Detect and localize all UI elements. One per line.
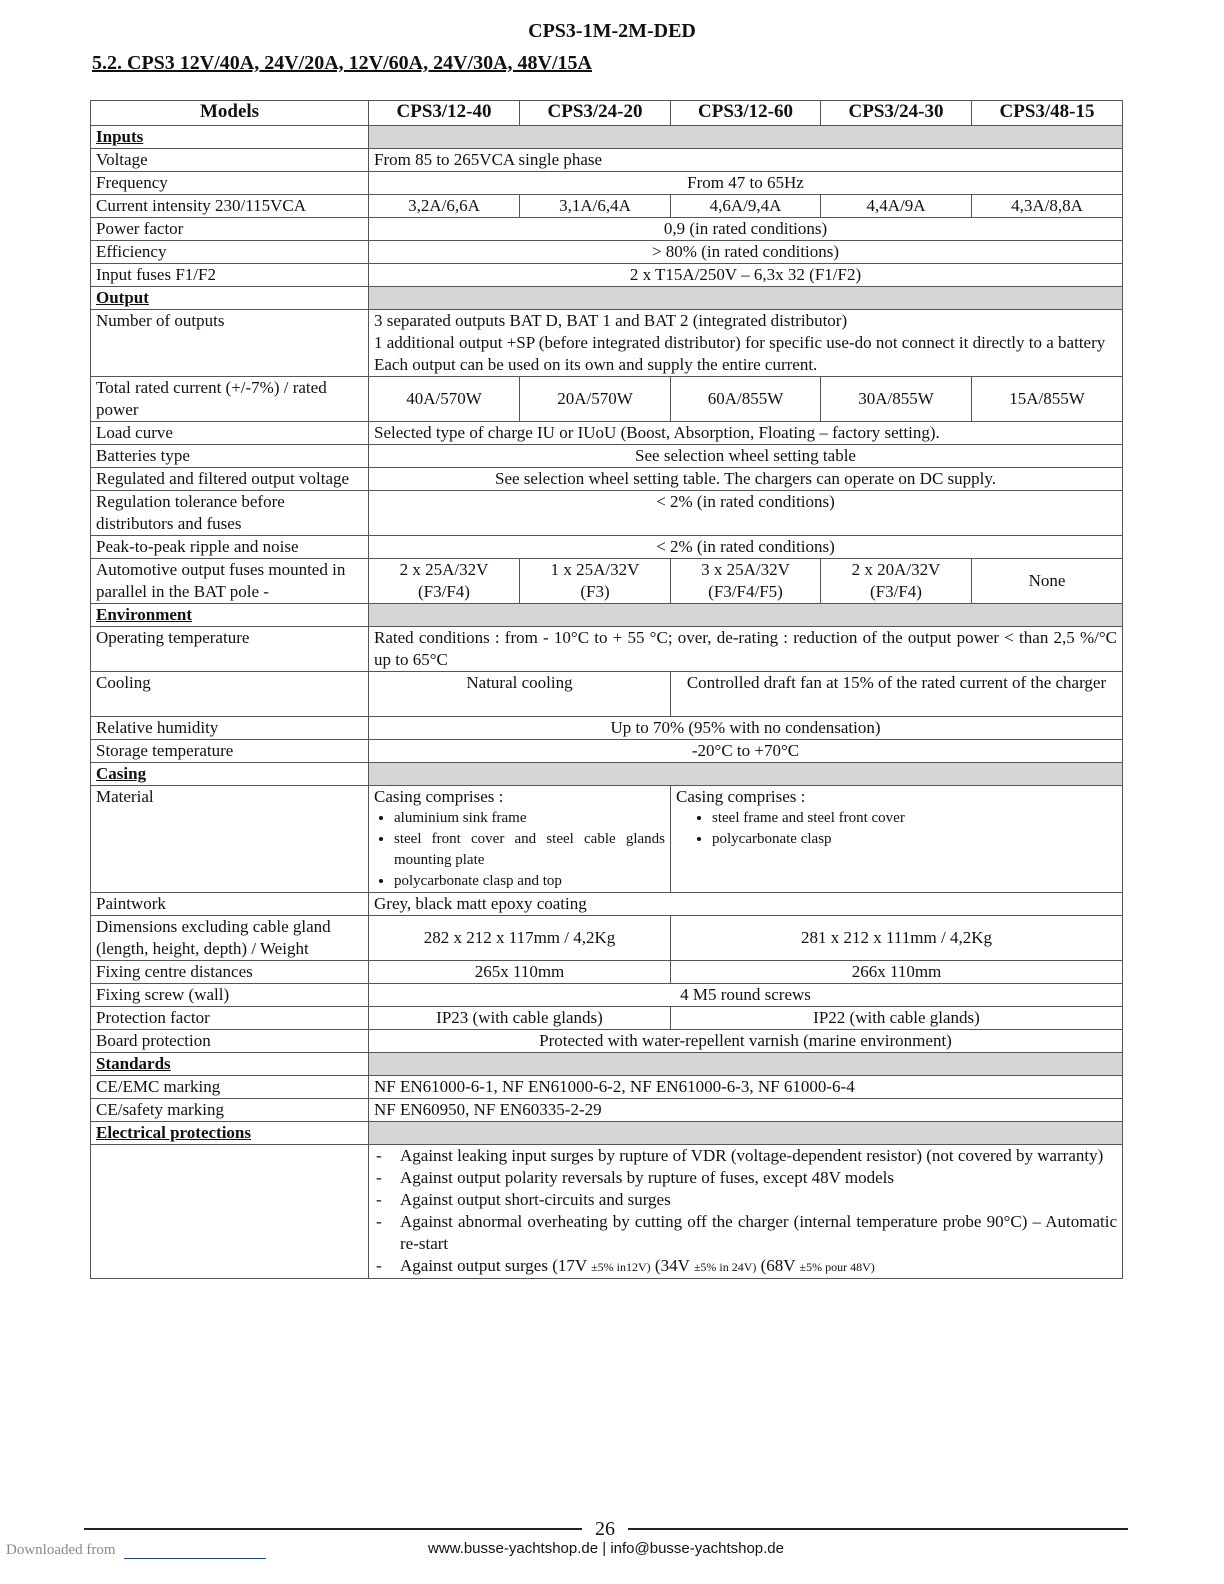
fuse-count: 2 x 20A/32V [851, 560, 941, 579]
table-row [91, 740, 1123, 763]
section-row-environment [91, 604, 1123, 627]
section-bar [369, 287, 1123, 310]
table-row [91, 218, 1123, 241]
table-row [91, 672, 1123, 717]
row-label: Regulation tolerance before distributors and fuses [91, 491, 369, 536]
row-label: Cooling [91, 672, 369, 717]
row-label: Current intensity 230/115VCA [91, 195, 369, 218]
section-row-output [91, 287, 1123, 310]
footer-rule-right [628, 1528, 1128, 1530]
row-value: From 47 to 65Hz [369, 172, 1123, 195]
row-value: 3,1A/6,4A [520, 195, 671, 218]
row-value: < 2% (in rated conditions) [369, 491, 1123, 536]
list-item: - Against output polarity reversals by rupture of fuses, except 48V models [374, 1167, 1117, 1189]
outputs-line: 3 separated outputs BAT D, BAT 1 and BAT 2 (integrated distributor) [374, 311, 848, 330]
row-label: Load curve [91, 422, 369, 445]
row-value [369, 310, 1123, 377]
header-model: CPS3/12-40 [369, 101, 520, 126]
fuse-count: None [1028, 571, 1066, 590]
table-row [91, 195, 1123, 218]
row-label: Operating temperature [91, 627, 369, 672]
fuse-ids: (F3) [580, 582, 610, 601]
row-label: Dimensions excluding cable gland (length, height, depth) / Weight [91, 916, 369, 961]
outputs-line: 1 additional output +SP (before integrated distributor) for specific use-do not connect it directly to a battery [374, 333, 1106, 352]
row-value: 4 M5 round screws [369, 984, 1123, 1007]
material-title: Casing comprises : [374, 787, 504, 806]
surge-text: (34V [650, 1256, 694, 1275]
surge-tolerance: ±5% in 24V) [693, 1260, 757, 1274]
section-bar [369, 604, 1123, 627]
table-row [91, 310, 1123, 377]
table-header-row [91, 101, 1123, 126]
row-value: See selection wheel setting table. The chargers can operate on DC supply. [369, 468, 1123, 491]
row-label: Frequency [91, 172, 369, 195]
header-model: CPS3/48-15 [972, 101, 1123, 126]
section-row-inputs [91, 126, 1123, 149]
row-value: 0,9 (in rated conditions) [369, 218, 1123, 241]
row-value [671, 786, 1123, 893]
section-heading: 5.2. CPS3 12V/40A, 24V/20A, 12V/60A, 24V/30A, 48V/15A [92, 52, 592, 74]
list-item: • aluminium sink frame [394, 808, 665, 829]
surge-text: (68V [756, 1256, 800, 1275]
row-value: 20A/570W [520, 377, 671, 422]
row-label [91, 1145, 369, 1279]
section-row-standards [91, 1053, 1123, 1076]
row-value: 266x 110mm [671, 961, 1123, 984]
row-value [821, 559, 972, 604]
table-row [91, 893, 1123, 916]
row-label: Input fuses F1/F2 [91, 264, 369, 287]
row-value: Protected with water-repellent varnish (marine environment) [369, 1030, 1123, 1053]
section-label: Environment [91, 604, 369, 627]
section-label: Electrical protections [91, 1122, 369, 1145]
row-value: < 2% (in rated conditions) [369, 536, 1123, 559]
row-value: Grey, black matt epoxy coating [369, 893, 1123, 916]
document-title: CPS3-1M-2M-DED [528, 20, 696, 42]
row-label: Power factor [91, 218, 369, 241]
section-bar [369, 1122, 1123, 1145]
table-row [91, 1030, 1123, 1053]
outputs-line: Each output can be used on its own and supply the entire current. [374, 355, 818, 374]
list-item: - Against output short-circuits and surges [374, 1189, 1117, 1211]
fuse-ids: (F3/F4) [870, 582, 922, 601]
section-label: Inputs [91, 126, 369, 149]
list-item: - Against abnormal overheating by cutting off the charger (internal temperature probe 90°C) – Automatic re-start [374, 1211, 1117, 1255]
list-item: • steel front cover and steel cable glands mounting plate [394, 829, 665, 871]
row-label: CE/EMC marking [91, 1076, 369, 1099]
row-value: NF EN61000-6-1, NF EN61000-6-2, NF EN61000-6-3, NF 61000-6-4 [369, 1076, 1123, 1099]
row-label: Number of outputs [91, 310, 369, 377]
header-model: CPS3/12-60 [671, 101, 821, 126]
section-bar [369, 126, 1123, 149]
row-value: 4,4A/9A [821, 195, 972, 218]
row-value: IP22 (with cable glands) [671, 1007, 1123, 1030]
table-row [91, 172, 1123, 195]
row-label: CE/safety marking [91, 1099, 369, 1122]
footer-rule-left [84, 1528, 582, 1530]
row-value [671, 559, 821, 604]
list-item: • steel frame and steel front cover [712, 808, 1117, 829]
downloaded-from-label: Downloaded from [6, 1542, 116, 1558]
material-list [676, 808, 1117, 850]
surge-text: Against output surges (17V [400, 1256, 592, 1275]
material-list [374, 808, 665, 892]
section-bar [369, 1053, 1123, 1076]
table-row [91, 468, 1123, 491]
header-model: CPS3/24-30 [821, 101, 972, 126]
fuse-ids: (F3/F4) [418, 582, 470, 601]
contact-info: www.busse-yachtshop.de | info@busse-yachtshop.de [428, 1540, 784, 1557]
list-item: • polycarbonate clasp [712, 829, 1117, 850]
row-label: Protection factor [91, 1007, 369, 1030]
row-value [972, 559, 1123, 604]
row-value: NF EN60950, NF EN60335-2-29 [369, 1099, 1123, 1122]
row-label: Efficiency [91, 241, 369, 264]
row-value: 4,3A/8,8A [972, 195, 1123, 218]
row-value: 15A/855W [972, 377, 1123, 422]
row-value: 281 x 212 x 111mm / 4,2Kg [671, 916, 1123, 961]
section-label: Casing [91, 763, 369, 786]
table-row [91, 1099, 1123, 1122]
specifications-table [90, 100, 1123, 1279]
section-label: Standards [91, 1053, 369, 1076]
row-value: Natural cooling [369, 672, 671, 717]
table-row [91, 559, 1123, 604]
table-row [91, 717, 1123, 740]
protection-list [374, 1145, 1117, 1278]
section-bar [369, 763, 1123, 786]
row-label: Total rated current (+/-7%) / rated power [91, 377, 369, 422]
row-value: -20°C to +70°C [369, 740, 1123, 763]
fuse-count: 1 x 25A/32V [550, 560, 640, 579]
table-row [91, 491, 1123, 536]
row-label: Relative humidity [91, 717, 369, 740]
row-label: Regulated and filtered output voltage [91, 468, 369, 491]
row-value: 282 x 212 x 117mm / 4,2Kg [369, 916, 671, 961]
material-title: Casing comprises : [676, 787, 806, 806]
table-row [91, 377, 1123, 422]
table-row [91, 422, 1123, 445]
row-label: Board protection [91, 1030, 369, 1053]
list-item: - Against leaking input surges by rupture of VDR (voltage-dependent resistor) (not covered by warranty) [374, 1145, 1117, 1167]
row-value: Rated conditions : from - 10°C to + 55 °C; over, de-rating : reduction of the output power < than 2,5 %/°C up to 65°C [369, 627, 1123, 672]
table-row [91, 149, 1123, 172]
row-value: 265x 110mm [369, 961, 671, 984]
download-link[interactable] [124, 1558, 266, 1559]
row-value: From 85 to 265VCA single phase [369, 149, 1123, 172]
row-value: Controlled draft fan at 15% of the rated current of the charger [671, 672, 1123, 717]
row-label: Fixing screw (wall) [91, 984, 369, 1007]
table-row [91, 916, 1123, 961]
row-value: 3,2A/6,6A [369, 195, 520, 218]
page-number: 26 [595, 1518, 615, 1540]
fuse-ids: (F3/F4/F5) [708, 582, 783, 601]
row-label: Material [91, 786, 369, 893]
table-row [91, 1076, 1123, 1099]
table-row [91, 536, 1123, 559]
row-value: 4,6A/9,4A [671, 195, 821, 218]
row-label: Fixing centre distances [91, 961, 369, 984]
table-row [91, 241, 1123, 264]
fuse-count: 3 x 25A/32V [701, 560, 790, 579]
header-model: CPS3/24-20 [520, 101, 671, 126]
surge-tolerance: ±5% in12V) [591, 1260, 651, 1274]
section-label: Output [91, 287, 369, 310]
row-label: Voltage [91, 149, 369, 172]
table-row [91, 264, 1123, 287]
row-value: 40A/570W [369, 377, 520, 422]
table-row [91, 786, 1123, 893]
surge-tolerance: ±5% pour 48V) [799, 1260, 875, 1274]
row-value [369, 1145, 1123, 1279]
section-row-electrical [91, 1122, 1123, 1145]
row-value: 60A/855W [671, 377, 821, 422]
fuse-count: 2 x 25A/32V [399, 560, 489, 579]
row-value: See selection wheel setting table [369, 445, 1123, 468]
table-row [91, 984, 1123, 1007]
row-label: Storage temperature [91, 740, 369, 763]
row-value [369, 559, 520, 604]
table-row [91, 1145, 1123, 1279]
row-label: Batteries type [91, 445, 369, 468]
row-label: Peak-to-peak ripple and noise [91, 536, 369, 559]
row-value: > 80% (in rated conditions) [369, 241, 1123, 264]
row-value: Selected type of charge IU or IUoU (Boost, Absorption, Floating – factory setting). [369, 422, 1123, 445]
table-row [91, 961, 1123, 984]
list-item [374, 1255, 1117, 1278]
row-value: 2 x T15A/250V – 6,3x 32 (F1/F2) [369, 264, 1123, 287]
row-value: 30A/855W [821, 377, 972, 422]
row-value [369, 786, 671, 893]
row-value [520, 559, 671, 604]
section-row-casing [91, 763, 1123, 786]
row-value: Up to 70% (95% with no condensation) [369, 717, 1123, 740]
table-row [91, 445, 1123, 468]
row-label: Paintwork [91, 893, 369, 916]
header-models: Models [91, 101, 369, 126]
table-row [91, 1007, 1123, 1030]
list-item: • polycarbonate clasp and top [394, 871, 665, 892]
row-value: IP23 (with cable glands) [369, 1007, 671, 1030]
row-label: Automotive output fuses mounted in parallel in the BAT pole - [91, 559, 369, 604]
table-row [91, 627, 1123, 672]
